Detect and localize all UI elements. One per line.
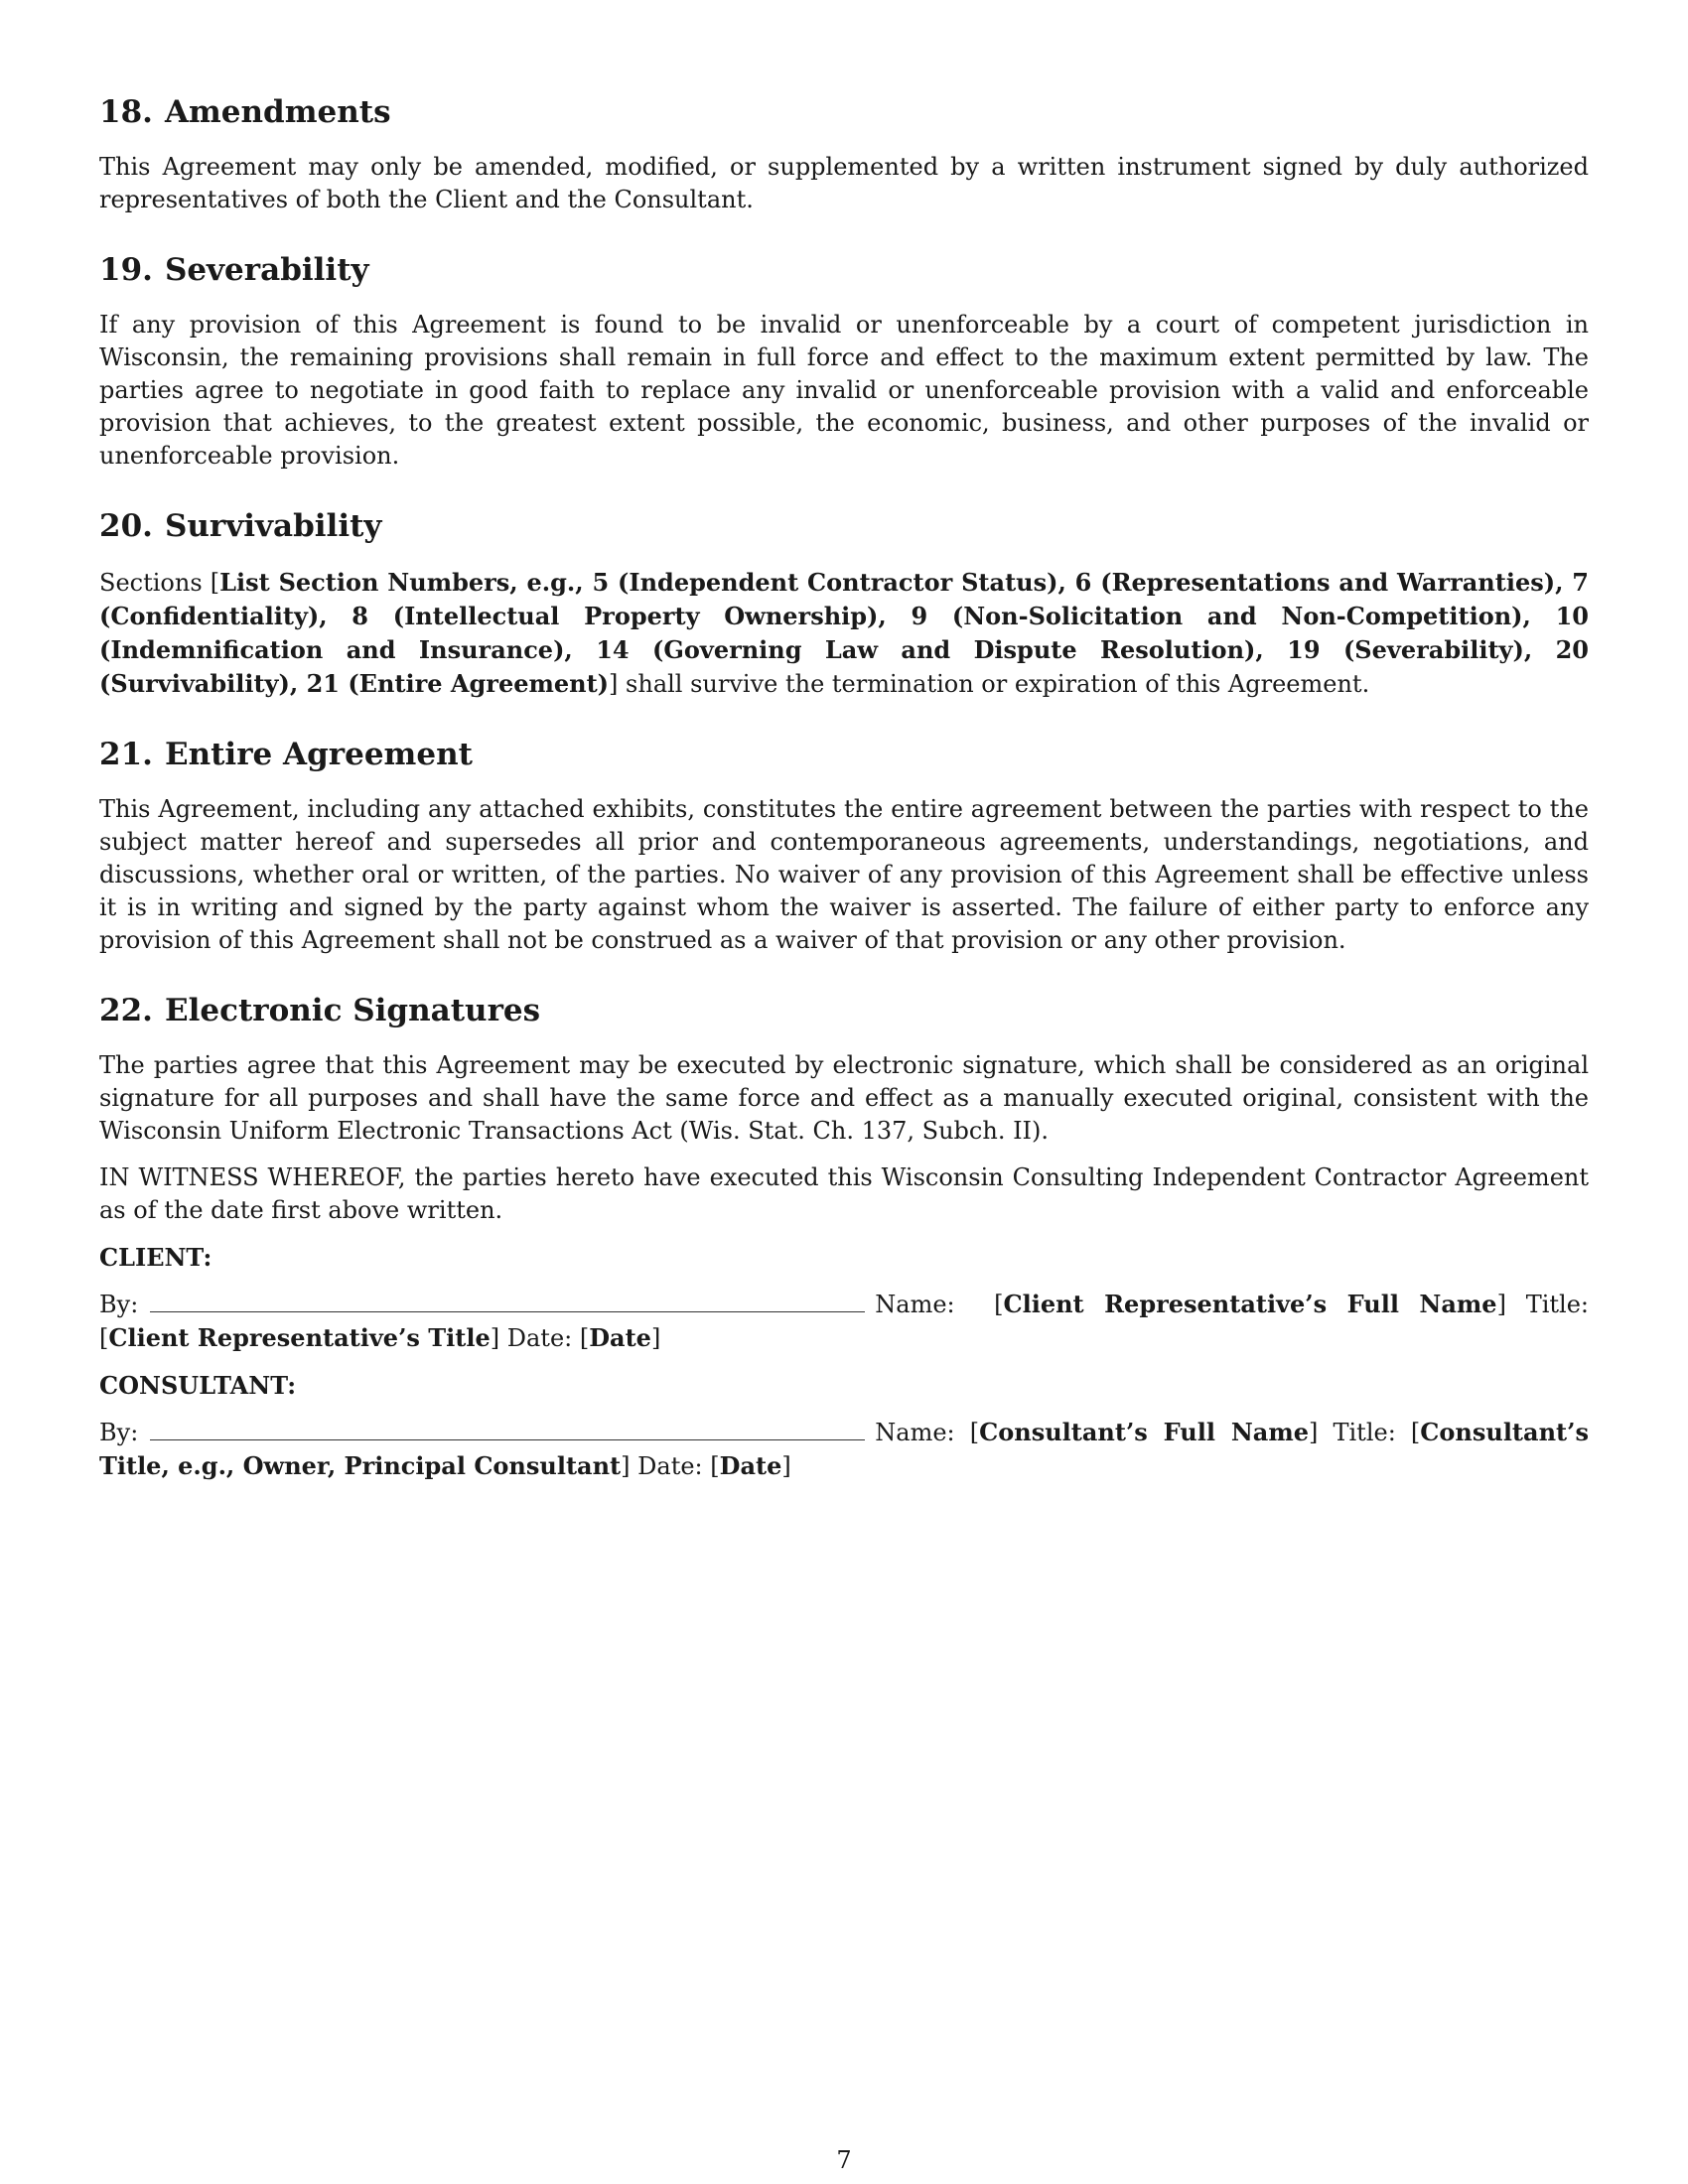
section-list-placeholder: List Section Numbers, e.g., 5 (Independent Contractor Status), 6 (Representations and Warranties), 7 (Confidentiality), 8 (Intellectual Property Ownership), 9 (Non-Solicitation and Non-Competition), 10 (Indemnification and Insurance), 14 (Governing Law and Dispute Resolution), 19 (Severability), 20 (Survivability), 21 (Entire Agreement) [99, 567, 1589, 698]
document-body [99, 94, 1589, 1519]
client-name-placeholder: Client Representative’s Full Name [1003, 1289, 1497, 1318]
client-signature-block: By: Name: [Client Representative’s Full Name] Title: [Client Representative’s Title] Date: [Date] [99, 1289, 1589, 1352]
page-number: 7 [836, 2146, 852, 2174]
section-heading: 22. Electronic Signatures [99, 992, 541, 1028]
consultant-name-placeholder: Consultant’s Full Name [979, 1417, 1309, 1446]
section-electronic-signatures [99, 993, 1589, 1483]
section-heading: 21. Entire Agreement [99, 736, 473, 772]
section-amendments [99, 94, 1589, 216]
section-text: This Agreement may only be amended, modified, or supplemented by a written instrument signed by duly authorized representatives of both the Client and the Consultant. [99, 153, 1589, 214]
client-heading: CLIENT: [99, 1242, 212, 1272]
consultant-title-placeholder: Consultant’s Title, e.g., Owner, Principal Consultant [99, 1417, 1589, 1480]
section-text: This Agreement, including any attached exhibits, constitutes the entire agreement between the parties with respect to the subject matter hereof and supersedes all prior and contemporaneous agreements, understandings, negotiations, and discussions, whether oral or written, of the parties. No waiver of any provision of this Agreement shall be effective unless it is in writing and signed by the party against whom the waiver is asserted. The failure of either party to enforce any provision of this Agreement shall not be construed as a waiver of that provision or any other provision. [99, 794, 1589, 954]
section-severability [99, 252, 1589, 473]
section-text: If any provision of this Agreement is found to be invalid or unenforceable by a court of competent jurisdiction in Wisconsin, the remaining provisions shall remain in full force and effect to the maximum extent permitted by law. The parties agree to negotiate in good faith to replace any invalid or unenforceable provision with a valid and enforceable provision that achieves, to the greatest extent possible, the economic, business, and other purposes of the invalid or unenforceable provision. [99, 311, 1589, 471]
witness-clause: IN WITNESS WHEREOF, the parties hereto have executed this Wisconsin Consulting Independent Contractor Agreement as of the date first above written. [99, 1162, 1589, 1224]
section-heading: 20. Survivability [99, 508, 382, 545]
consultant-date-placeholder: Date [719, 1450, 782, 1480]
section-survivability [99, 508, 1589, 700]
consultant-heading: CONSULTANT: [99, 1370, 297, 1400]
section-heading: 18. Amendments [99, 94, 391, 130]
section-text: The parties agree that this Agreement may be executed by electronic signature, which shall be considered as an original signature for all purposes and shall have the same force and effect as a manually executed original, consistent with the Wisconsin Uniform Electronic Transactions Act (Wis. Stat. Ch. 137, Subch. II). [99, 1050, 1589, 1145]
section-heading: 19. Severability [99, 252, 369, 289]
client-signature-line[interactable] [150, 1288, 865, 1312]
section-entire-agreement [99, 737, 1589, 957]
consultant-signature-line[interactable] [150, 1416, 865, 1440]
section-text: Sections [List Section Numbers, e.g., 5 (Independent Contractor Status), 6 (Representations and Warranties), 7 (Confidentiality), 8 (Intellectual Property Ownership), 9 (Non-Solicitation and Non-Competition), 10 (Indemnification and Insurance), 14 (Governing Law and Dispute Resolution), 19 (Severability), 20 (Survivability), 21 (Entire Agreement)] shall survive the termination or expiration of this Agreement. [99, 567, 1589, 698]
client-date-placeholder: Date [589, 1322, 651, 1352]
client-title-placeholder: Client Representative’s Title [108, 1322, 491, 1352]
consultant-signature-block: By: Name: [Consultant’s Full Name] Title: [Consultant’s Title, e.g., Owner, Principal Consultant] Date: [Date] [99, 1417, 1589, 1480]
